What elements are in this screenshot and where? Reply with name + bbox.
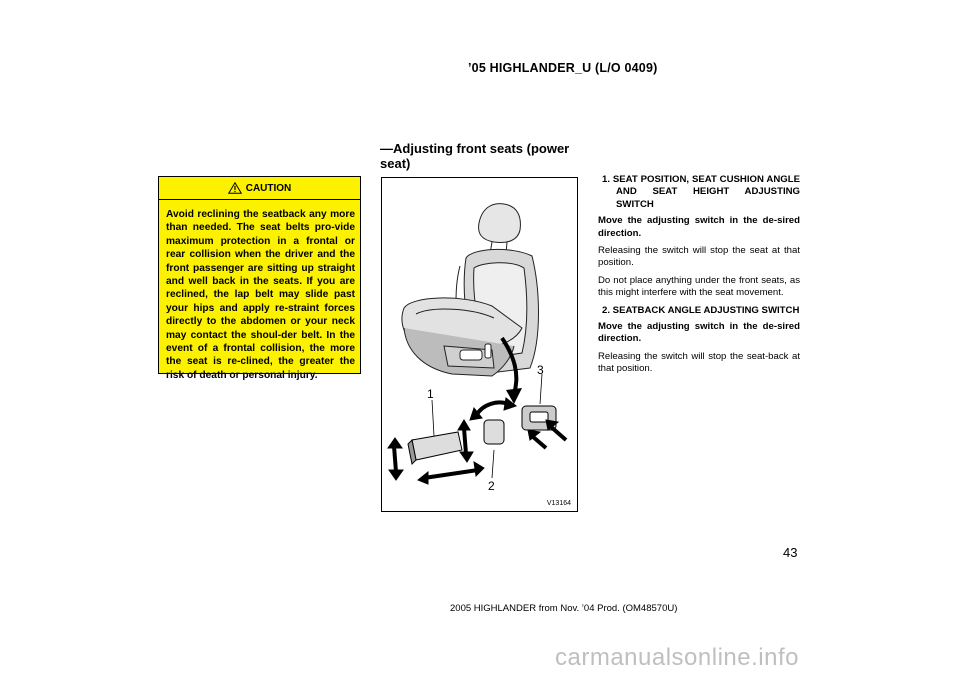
caution-header <box>159 177 360 200</box>
seatback-angle-switch <box>470 398 516 444</box>
step-1-title: 1. SEAT POSITION, SEAT CUSHION ANGLE AND SEAT HEIGHT ADJUSTING SWITCH <box>602 174 800 210</box>
page-number: 43 <box>783 545 798 560</box>
seat-position-switch <box>388 420 484 484</box>
callout-1: 1 <box>427 387 434 401</box>
step-1-note: Do not place anything under the front seats, as this might interfere with the seat movement. <box>598 274 800 299</box>
watermark: carmanualsonline.info <box>555 644 799 671</box>
step-1-action: Move the adjusting switch in the de-sired direction. <box>598 215 800 239</box>
step-1-release: Releasing the switch will stop the seat at that position. <box>598 245 800 269</box>
step-2-title: 2. SEATBACK ANGLE ADJUSTING SWITCH <box>602 304 800 316</box>
seat-drawing <box>382 178 577 511</box>
instructions-column <box>598 174 800 381</box>
caution-text: Avoid reclining the seatback any more than needed. The seat belts pro-vide maximum protection in a frontal or rear collision when the driver and the front passenger are sitting up straight and well back in the seats. If you are reclined, the lap belt may slide past your hips and apply re-straint forces directly to the abdomen or your neck may contact the shoul-der belt. In the event of a frontal collision, the more the seat is re-clined, the greater the risk of death or personal injury. <box>166 209 355 381</box>
caution-title: CAUTION <box>245 182 292 194</box>
warning-triangle-icon <box>228 182 242 194</box>
callout-2: 2 <box>488 479 495 493</box>
section-heading: —Adjusting front seats (power seat) <box>380 141 570 171</box>
power-seat-illustration <box>381 177 578 512</box>
step-2-release: Releasing the switch will stop the seat-back at that position. <box>598 350 800 375</box>
footer-text: 2005 HIGHLANDER from Nov. ’04 Prod. (OM48570U) <box>450 603 678 614</box>
caution-box <box>158 176 361 381</box>
document-header: ’05 HIGHLANDER_U (L/O 0409) <box>468 61 658 75</box>
step-2-action: Move the adjusting switch in the de-sired direction. <box>598 321 800 345</box>
callout-3: 3 <box>537 363 544 377</box>
lumbar-switch <box>522 406 566 448</box>
figure-code: V13164 <box>546 500 571 507</box>
